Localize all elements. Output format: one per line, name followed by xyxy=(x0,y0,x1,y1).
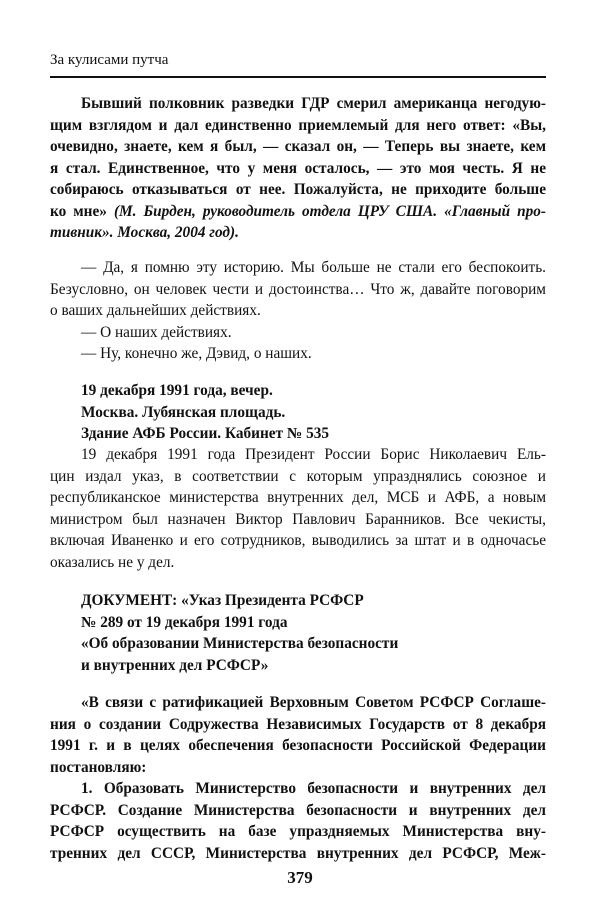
text-line: о ваших дальнейших действиях. xyxy=(50,302,261,319)
text-line: постановляю: xyxy=(50,758,147,776)
text-line: цин издал указ, в соответствии с которым упразднялись союзное и xyxy=(50,467,546,485)
text-line: Бывший полковник разведки ГДР смерил американца негодую- xyxy=(81,95,546,112)
text-line: 1. Образовать Министерство безопасности и внутренних дел xyxy=(81,780,546,797)
text-line: Москва. Лубянская площадь. xyxy=(81,403,286,421)
text-line: № 289 от 19 декабря 1991 года xyxy=(81,613,288,631)
text-line: — Да, я помню эту историю. Мы больше не стали его беспокоить. xyxy=(81,259,546,276)
text-line: республиканское министерства внутренних дел, МСБ и АФБ, а новым xyxy=(50,489,546,506)
text-line xyxy=(50,202,546,222)
text-line: ДОКУМЕНТ: «Указ Президента РСФСР xyxy=(81,592,364,609)
text-line xyxy=(50,223,546,243)
text-line: очевидно, знаете, кем я был, — сказал он, — Теперь вы знаете, кем xyxy=(50,138,546,155)
text-line: собираюсь отказываться от нее. Пожалуйста, не приходите больше xyxy=(50,181,546,198)
text-line: Безусловно, он человек чести и достоинства… Что ж, давайте поговорим xyxy=(50,280,546,298)
text-line: и внутренних дел РСФСР» xyxy=(81,656,269,674)
citation-text: (М. Бирден, руководитель отдела ЦРУ США. «Главный про- xyxy=(113,202,546,220)
text-line: «В связи с ратификацией Верховным Советом РСФСР Соглаше- xyxy=(81,694,546,711)
text-line: РСФСР. Создание Министерства безопасности и внутренних дел xyxy=(50,801,546,819)
text-line: Здание АФБ России. Кабинет № 535 xyxy=(81,425,330,442)
text-line: 1991 г. и в целях обеспечения безопасности Российской Федерации xyxy=(50,737,546,754)
text-line: 19 декабря 1991 года, вечер. xyxy=(81,382,273,399)
text-line: оказались не у дел. xyxy=(50,553,175,571)
text-line: щим взглядом и дал единственно приемлемый для него ответ: «Вы, xyxy=(50,116,546,134)
text-line: ния о создании Содружества Независимых Государств от 8 декабря xyxy=(50,715,546,733)
text-line: министром был назначен Виктор Павлович Баранников. Все чекисты, xyxy=(50,510,546,528)
text-line: РСФСР осуществить на базе упраздняемых Министерства вну- xyxy=(50,823,546,840)
running-title: За кулисами путча xyxy=(50,52,169,68)
header-rule xyxy=(50,76,546,78)
page-number: 379 xyxy=(287,868,313,887)
text-line: — О наших действиях. xyxy=(81,324,232,341)
text-line: — Ну, конечно же, Дэвид, о наших. xyxy=(81,345,312,362)
text-line: тренних дел СССР, Министерства внутренних дел РСФСР, Меж- xyxy=(50,844,546,862)
text-line: включая Иваненко и его сотрудников, выводились за штат и в одночасье xyxy=(50,532,546,549)
citation-text: тивник». Москва, 2004 год). xyxy=(50,224,239,241)
text-line: я стал. Единственное, что у меня осталось, — это моя честь. Я не xyxy=(50,159,546,177)
text-segment: ко мне» xyxy=(50,202,114,220)
text-line: «Об образовании Министерства безопасности xyxy=(81,635,399,652)
text-line: 19 декабря 1991 года Президент России Борис Николаевич Ель- xyxy=(81,446,546,463)
